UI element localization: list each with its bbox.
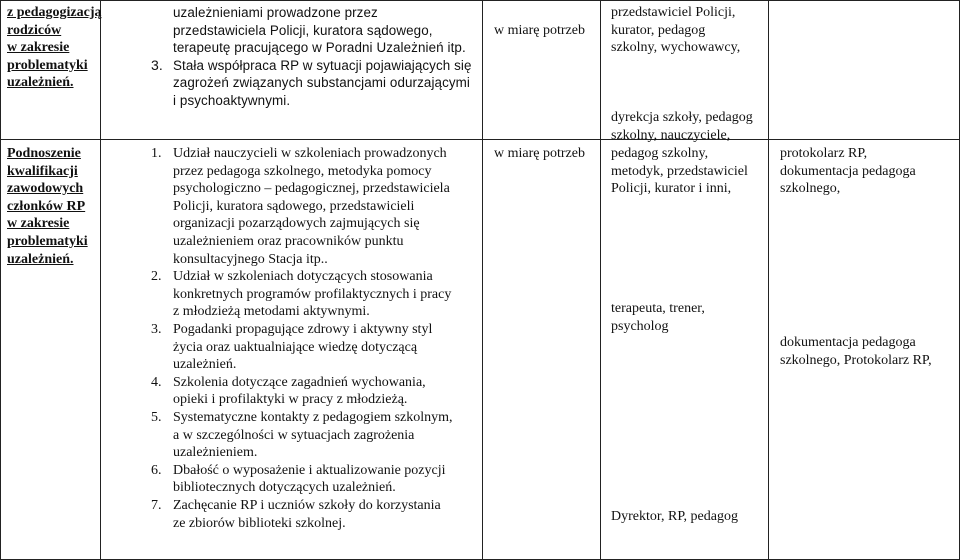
responsible-line: szkolny, nauczyciele, — [611, 128, 731, 143]
responsible-line: metodyk, przedstawiciel — [611, 163, 748, 179]
action-line: i psychoaktywnymi. — [173, 93, 291, 108]
responsible-line: terapeuta, trener, — [611, 301, 705, 316]
topic-line: problematyki — [7, 57, 88, 73]
topic-line: w zakresie — [7, 216, 70, 232]
topic-line: z pedagogizacją — [7, 5, 102, 20]
action-line: ze zbiorów biblioteki szkolnej. — [173, 515, 346, 531]
responsible-line: dyrekcja szkoły, pedagog — [611, 110, 753, 125]
action-line: Policji, kuratora sądowego, przedstawicieli — [173, 198, 415, 214]
col-divider-1 — [100, 0, 101, 560]
topic-line: Podnoszenie — [7, 146, 81, 161]
action-line: Stała współpraca RP w sytuacji pojawiających się — [173, 57, 472, 73]
row2-responsible-line-3: Dyrektor, RP, pedagog — [611, 509, 738, 524]
item-number: 3. — [151, 322, 162, 337]
action-line: opieki i profilaktyki w pracy z młodzieżą. — [173, 392, 408, 408]
col-divider-3 — [600, 0, 601, 560]
action-line: Systematyczne kontakty z pedagogiem szkolnym, — [173, 410, 453, 425]
table-border-left — [0, 0, 1, 560]
topic-line: rodziców — [7, 22, 62, 38]
action-line: a w szczególności w sytuacjach zagrożenia — [173, 427, 415, 443]
topic-line: problematyki — [7, 234, 88, 249]
action-line: przez pedagoga szkolnego, metodyka pomocy — [173, 163, 432, 179]
action-line: bibliotecznych dotyczących uzależnień. — [173, 480, 396, 496]
action-line: organizacji pozarządowych zajmujących się — [173, 216, 420, 232]
action-line: psychologiczno – pedagogicznej, przedstawiciela — [173, 181, 450, 197]
responsible-line: pedagog szkolny, — [611, 146, 709, 161]
topic-line: zawodowych — [7, 181, 84, 197]
item-number: 7. — [151, 498, 162, 513]
responsible-line: kurator, pedagog — [611, 22, 706, 38]
action-line: zagrożeń związanych substancjami odurzającymi — [173, 75, 470, 91]
action-line: Udział w szkoleniach dotyczących stosowania — [173, 269, 433, 285]
action-line: przedstawiciela Policji, kuratora sądowego, — [173, 22, 433, 38]
topic-line: w zakresie — [7, 40, 70, 56]
topic-line: kwalifikacji — [7, 163, 78, 179]
row-divider — [0, 139, 960, 140]
action-line: konsultacyjnego Stacja itp.. — [173, 251, 328, 267]
item-number: 1. — [151, 146, 162, 161]
action-line: Dbałość o wyposażenie i aktualizowanie pozycji — [173, 462, 446, 478]
documentation-line: dokumentacja pedagoga — [780, 163, 916, 179]
action-line: Pogadanki propagujące zdrowy i aktywny styl — [173, 322, 433, 337]
documentation-line: szkolnego, Protokolarz RP, — [780, 352, 932, 368]
action-line: uzależnień. — [173, 357, 237, 373]
action-line: życia oraz uaktualniające wiedzę dotyczącą — [173, 339, 418, 355]
item-number: 2. — [151, 269, 162, 285]
responsible-line: przedstawiciel Policji, — [611, 5, 736, 20]
topic-line: członków RP — [7, 198, 86, 214]
item-number: 5. — [151, 410, 162, 425]
item-number: 4. — [151, 374, 162, 390]
row1-frequency: w miarę potrzeb — [494, 23, 585, 38]
responsible-line: Policji, kurator i inni, — [611, 181, 732, 197]
action-line: Udział nauczycieli w szkoleniach prowadzonych — [173, 146, 447, 161]
responsible-line: psycholog — [611, 318, 669, 334]
action-line: uzależnieniem. — [173, 445, 258, 461]
action-line: z młodzieżą metodami aktywnymi. — [173, 304, 370, 320]
row2-frequency: w miarę potrzeb — [494, 146, 585, 161]
action-line: konkretnych programów profilaktycznych i pracy — [173, 286, 452, 302]
action-line: uzależnieniem oraz pracowników punktu — [173, 234, 404, 249]
action-line: Szkolenia dotyczące zagadnień wychowania, — [173, 374, 426, 390]
documentation-line: szkolnego, — [780, 181, 841, 197]
item-number: 6. — [151, 462, 162, 478]
col-divider-2 — [482, 0, 483, 560]
table-border-top — [0, 0, 960, 1]
item-number: 3. — [151, 56, 163, 73]
topic-line: uzależnień. — [7, 251, 74, 267]
action-line: terapeutę pracującego w Poradni Uzależnień itp. — [173, 40, 466, 56]
col-divider-4 — [768, 0, 769, 560]
responsible-line: szkolny, wychowawcy, — [611, 40, 741, 56]
action-line: Zachęcanie RP i uczniów szkoły do korzystania — [173, 498, 441, 513]
action-line: uzależnieniami prowadzone przez — [173, 5, 378, 20]
documentation-line: dokumentacja pedagoga — [780, 335, 916, 350]
topic-line: uzależnień. — [7, 75, 74, 91]
documentation-line: protokolarz RP, — [780, 146, 868, 161]
